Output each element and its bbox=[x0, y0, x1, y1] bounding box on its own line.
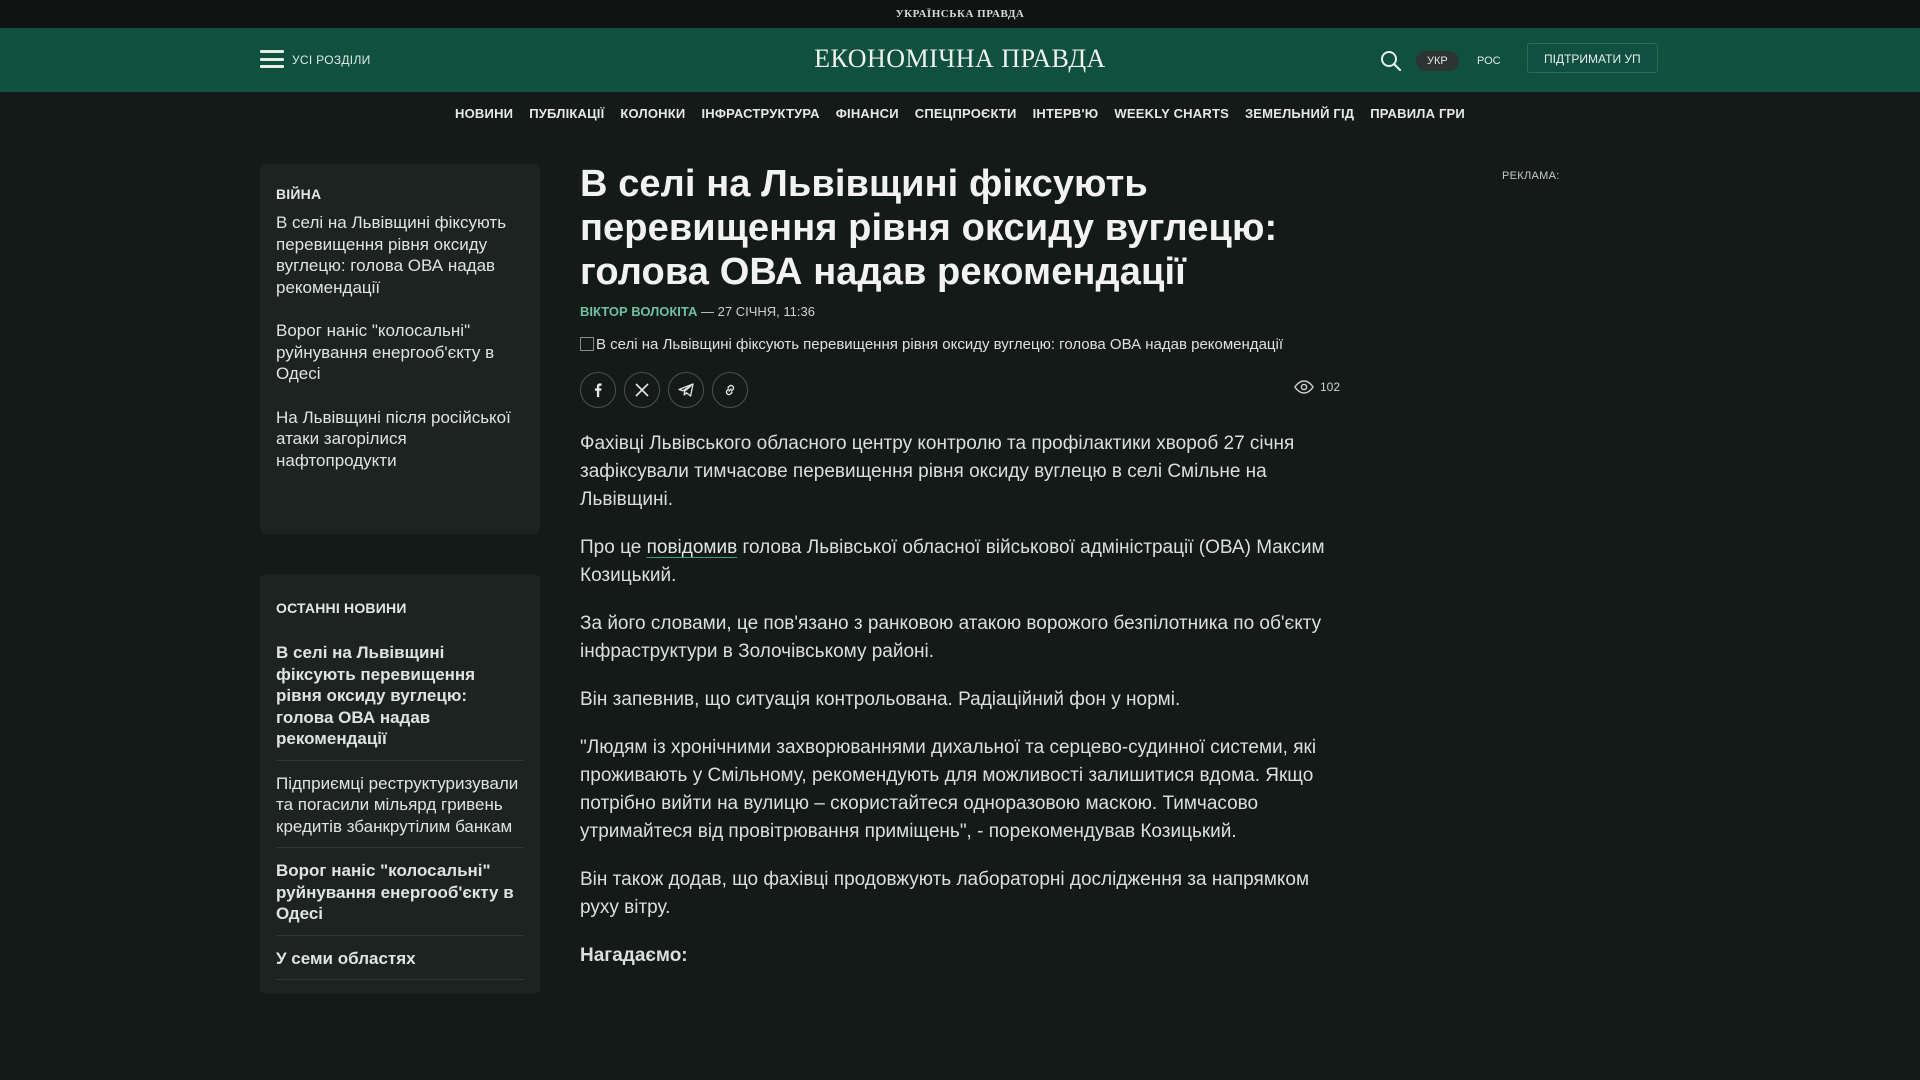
main-nav bbox=[0, 92, 1920, 134]
latest-news-item[interactable]: В селі на Львівщині фіксують перевищення рівня оксиду вуглецю: голова ОВА надав рекомендації bbox=[276, 630, 524, 761]
article-paragraph: Фахівці Львівського обласного центру контролю та профілактики хвороб 27 січня зафіксували тимчасове перевищення рівня оксиду вуглецю в селі Смільне на Львівщині. bbox=[580, 433, 1295, 510]
top-bar bbox=[0, 0, 1920, 28]
article-image bbox=[580, 335, 1340, 354]
article-paragraph: Він запевнив, що ситуація контрольована. Радіаційний фон у нормі. bbox=[580, 689, 1181, 710]
views-counter bbox=[1294, 380, 1340, 394]
article-paragraph: Він також додав, що фахівці продовжують лабораторні дослідження за напрямком руху вітру. bbox=[580, 869, 1310, 918]
lang-ros-button[interactable]: РОС bbox=[1477, 55, 1501, 67]
nav-item-interview[interactable]: ІНТЕРВ'Ю bbox=[1032, 105, 1099, 121]
war-list-item[interactable]: На Львівщині після російської атаки загорілися нафтопродукти bbox=[276, 407, 511, 470]
author-link[interactable]: ВІКТОР ВОЛОКІТА bbox=[580, 304, 698, 319]
war-card-title[interactable]: ВІЙНА bbox=[276, 186, 322, 202]
article bbox=[580, 162, 1340, 970]
all-sections-button[interactable]: УСІ РОЗДІЛИ bbox=[292, 53, 371, 67]
nav-item-rules[interactable]: ПРАВИЛА ГРИ bbox=[1370, 105, 1465, 121]
eye-icon bbox=[1294, 380, 1314, 394]
paragraph-text: Про це bbox=[580, 537, 647, 558]
war-list-item[interactable]: В селі на Львівщині фіксують перевищення рівня оксиду вуглецю: голова ОВА надав рекомендації bbox=[276, 213, 507, 297]
telegram-icon bbox=[678, 383, 694, 397]
copy-link-button[interactable] bbox=[712, 372, 748, 408]
site-header bbox=[0, 28, 1920, 92]
reminder-heading: Нагадаємо: bbox=[580, 945, 688, 966]
nav-item-finance[interactable]: ФІНАНСИ bbox=[835, 105, 899, 121]
byline bbox=[580, 304, 1340, 319]
facebook-icon bbox=[591, 383, 605, 397]
nav-item-publications[interactable]: ПУБЛІКАЦІЇ bbox=[529, 105, 605, 121]
latest-news-item[interactable]: Ворог наніс "колосальні" руйнування енергооб'єкту в Одесі bbox=[276, 848, 524, 936]
broken-image-icon bbox=[580, 337, 594, 351]
source-link[interactable]: повідомив bbox=[646, 537, 738, 558]
x-share-button[interactable] bbox=[624, 372, 660, 408]
publish-date: — 27 СІЧНЯ, 11:36 bbox=[701, 304, 815, 319]
site-logo[interactable]: ЕКОНОМІЧНА ПРАВДА bbox=[814, 44, 1106, 73]
nav-item-infrastructure[interactable]: ІНФРАСТРУКТУРА bbox=[701, 105, 820, 121]
up-logo[interactable]: УКРАЇНСЬКА ПРАВДА bbox=[895, 8, 1025, 20]
latest-news-item[interactable]: У семи областях bbox=[276, 936, 524, 981]
nav-item-weekly-charts[interactable]: WEEKLY CHARTS bbox=[1114, 105, 1229, 121]
war-card bbox=[260, 164, 540, 534]
link-icon bbox=[723, 383, 737, 397]
lang-ukr-button[interactable]: УКР bbox=[1416, 51, 1459, 71]
article-paragraph: За його словами, це пов'язано з ранковою атакою ворожого безпілотника по об'єкту інфраструктури в Золочівському районі. bbox=[580, 613, 1322, 662]
views-count: 102 bbox=[1319, 380, 1340, 394]
nav-item-columns[interactable]: КОЛОНКИ bbox=[620, 105, 686, 121]
latest-news-card bbox=[260, 574, 540, 994]
war-list-item[interactable]: Ворог наніс "колосальні" руйнування енергооб'єкту в Одесі bbox=[276, 321, 495, 383]
menu-icon[interactable] bbox=[260, 50, 284, 68]
article-paragraph bbox=[580, 534, 1340, 590]
x-icon bbox=[635, 383, 649, 397]
article-title: В селі на Львівщині фіксують перевищення рівня оксиду вуглецю: голова ОВА надав рекомендації bbox=[580, 163, 1278, 293]
article-paragraph: "Людям із хронічними захворюваннями дихальної та серцево-судинної системи, які проживають у Смільному, рекомендують для можливості залишитися вдома. Якщо потрібно вийти на вулицю – скористайтеся одноразовою маскою. Тимчасово утримайтеся від провітрювання приміщень", - порекомендував Козицький. bbox=[580, 737, 1317, 842]
nav-item-land-guide[interactable]: ЗЕМЕЛЬНИЙ ГІД bbox=[1244, 105, 1355, 121]
paragraph-text: голова Львівської обласної військової адміністрації (ОВА) Максим Козицький. bbox=[580, 537, 1325, 586]
nav-item-special-projects[interactable]: СПЕЦПРОЄКТИ bbox=[914, 105, 1017, 121]
latest-news-item[interactable]: Підприємці реструктуризували та погасили мільярд гривень кредитів збанкрутілим банкам bbox=[276, 761, 524, 849]
ad-label: РЕКЛАМА: bbox=[1502, 170, 1560, 182]
article-image-alt: В селі на Львівщині фіксують перевищення рівня оксиду вуглецю: голова ОВА надав рекомендації bbox=[596, 336, 1283, 353]
nav-item-news[interactable]: НОВИНИ bbox=[455, 105, 514, 121]
search-icon[interactable] bbox=[1380, 50, 1402, 72]
telegram-share-button[interactable] bbox=[668, 372, 704, 408]
latest-news-title: ОСТАННІ НОВИНИ bbox=[276, 600, 407, 616]
support-button[interactable]: ПІДТРИМАТИ УП bbox=[1527, 43, 1658, 73]
article-body bbox=[580, 430, 1340, 970]
share-bar bbox=[580, 372, 1340, 408]
facebook-share-button[interactable] bbox=[580, 372, 616, 408]
